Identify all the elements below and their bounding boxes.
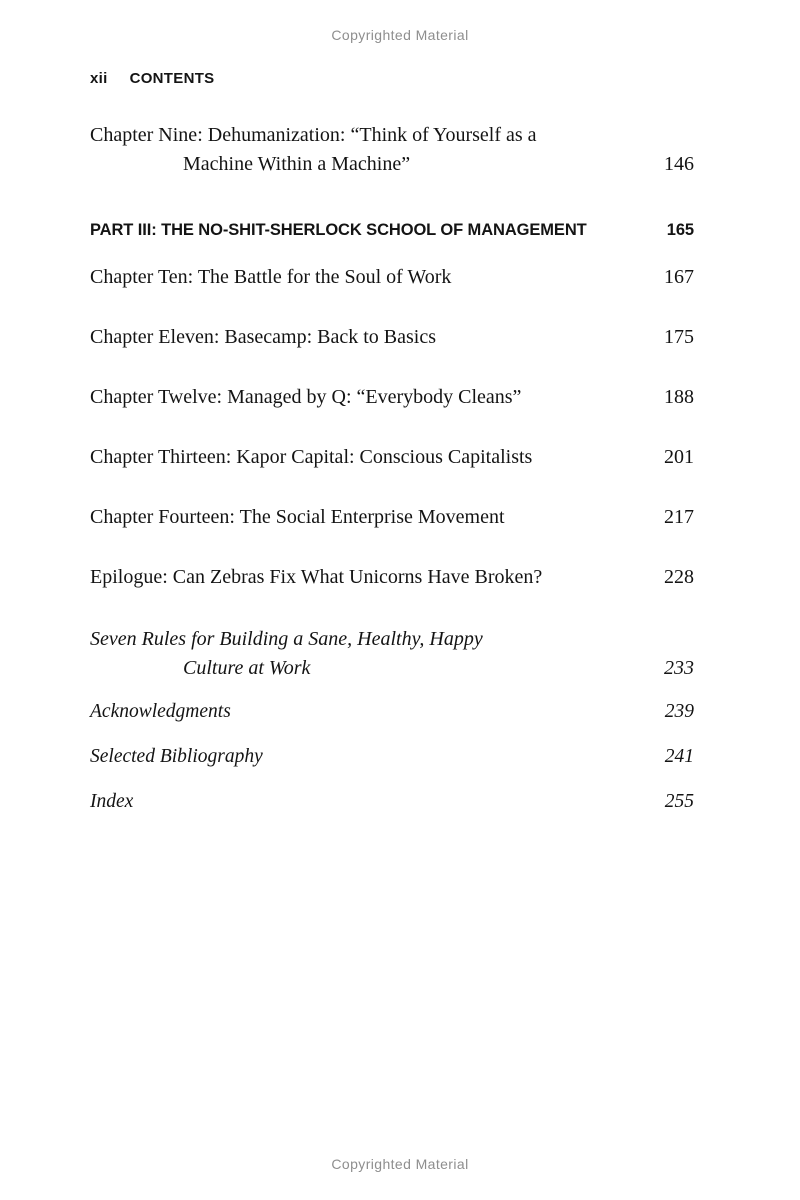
page-number: 239: [664, 701, 694, 722]
folio-number: xii: [90, 70, 108, 87]
copyright-notice-top: Copyrighted Material: [331, 27, 469, 43]
entry-title-line2: Machine Within a Machine”: [183, 153, 411, 175]
toc-entry: [90, 445, 694, 469]
entry-title: Index: [90, 791, 134, 812]
copyright-notice-bottom: Copyrighted Material: [331, 1156, 469, 1172]
entry-title: Chapter Eleven: Basecamp: Back to Basics: [90, 326, 437, 348]
page-number: 241: [664, 746, 694, 767]
page-number: 217: [664, 506, 694, 528]
toc-entry: [90, 325, 694, 349]
running-head: CONTENTS: [129, 70, 215, 87]
page-number: 188: [664, 386, 694, 408]
page-number: 201: [664, 446, 694, 468]
entry-title: [90, 625, 483, 683]
page-number: 233: [664, 657, 694, 679]
entry-title: Chapter Twelve: Managed by Q: “Everybody Cleans”: [90, 386, 522, 408]
toc-entry: [90, 505, 694, 529]
entry-title: [90, 121, 537, 179]
toc-backmatter-entry: [90, 790, 694, 814]
entry-title: Selected Bibliography: [90, 746, 263, 767]
toc-page: [90, 70, 694, 835]
entry-title-line2: Culture at Work: [183, 657, 311, 679]
page-number: 146: [664, 153, 694, 175]
page-number: 228: [664, 566, 694, 588]
toc-entry: [90, 265, 694, 289]
entry-title: Chapter Thirteen: Kapor Capital: Conscious Capitalists: [90, 446, 533, 468]
toc-backmatter-entry: [90, 700, 694, 724]
entry-title-line1: Chapter Nine: Dehumanization: “Think of Yourself as a: [90, 124, 537, 146]
page-number: 165: [666, 221, 694, 239]
toc-part-heading: [90, 219, 694, 241]
page-number: 167: [664, 266, 694, 288]
entry-title: Acknowledgments: [90, 701, 231, 722]
toc-entry-seven-rules: [90, 625, 694, 683]
page-header: [90, 70, 694, 87]
entry-title: Epilogue: Can Zebras Fix What Unicorns Have Broken?: [90, 566, 543, 588]
toc-entry-chapter-nine: [90, 121, 694, 179]
entry-title-line1: Seven Rules for Building a Sane, Healthy, Happy: [90, 628, 483, 650]
entry-title: Chapter Ten: The Battle for the Soul of Work: [90, 266, 452, 288]
toc-entry: [90, 385, 694, 409]
page-number: 255: [664, 791, 694, 812]
toc-entry: [90, 565, 694, 589]
entry-title: Chapter Fourteen: The Social Enterprise Movement: [90, 506, 505, 528]
part-title: PART III: THE NO-SHIT-SHERLOCK SCHOOL OF MANAGEMENT: [90, 221, 587, 239]
toc-backmatter-entry: [90, 745, 694, 769]
page-number: 175: [664, 326, 694, 348]
